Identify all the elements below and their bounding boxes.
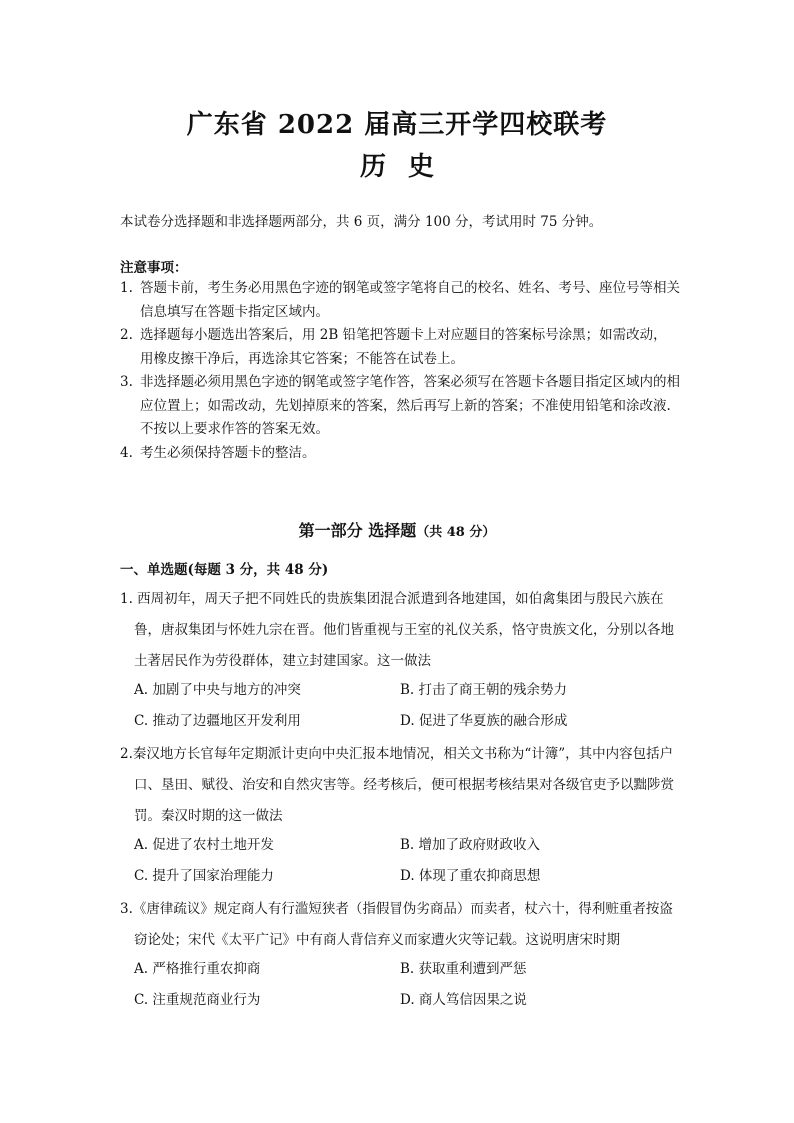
question-3 bbox=[120, 894, 680, 956]
option-c[interactable]: C. 推动了边疆地区开发利用 bbox=[134, 713, 301, 729]
note-text: 非选择题必须用黑色字迹的钢笔或签字笔作答，答案必须写在答题卡各题目指定区域内的相应位置上；如需改动，先划掉原来的答案，然后再写上新的答案；不准使用铅笔和涂改液.不按以上要求作答的答案无效。 bbox=[140, 374, 680, 437]
option-d[interactable]: D. 商人笃信因果之说 bbox=[400, 992, 527, 1008]
option-d[interactable]: D. 促进了华夏族的融合形成 bbox=[400, 713, 568, 729]
option-c[interactable]: C. 提升了国家治理能力 bbox=[134, 868, 274, 884]
note-item bbox=[120, 277, 680, 324]
question-2 bbox=[120, 739, 680, 832]
option-a[interactable]: A. 促进了农村土地开发 bbox=[134, 837, 274, 853]
intro-text: 本试卷分选择题和非选择题两部分，共 6 页，满分 100 分，考试用时 75 分钟。 bbox=[120, 214, 603, 230]
question-stem: 2.秦汉地方长官每年定期派计吏向中央汇报本地情况，相关文书称为“计簿”，其中内容包括户口、垦田、赋役、治安和自然灾害等。经考核后，便可根据考核结果对各级官吏予以黜陟赏罚。秦汉时期的这一做法 bbox=[120, 746, 674, 824]
part-heading bbox=[0, 518, 794, 541]
option-b[interactable]: B. 增加了政府财政收入 bbox=[400, 837, 541, 853]
note-item bbox=[120, 324, 680, 371]
note-number: 1. bbox=[120, 280, 133, 296]
note-text: 考生必须保持答题卡的整洁。 bbox=[140, 445, 316, 461]
option-d[interactable]: D. 体现了重农抑商思想 bbox=[400, 868, 541, 884]
notes-heading: 注意事项： bbox=[120, 260, 188, 276]
option-a[interactable]: A. 严格推行重农抑商 bbox=[134, 961, 261, 977]
option-c[interactable]: C. 注重规范商业行为 bbox=[134, 992, 261, 1008]
exam-title: 广东省 2022 届高三开学四校联考 bbox=[186, 110, 608, 140]
section-heading: 一、单选题(每题 3 分，共 48 分) bbox=[120, 562, 329, 578]
note-number: 2. bbox=[120, 327, 133, 343]
question-stem: 1. 西周初年，周天子把不同姓氏的贵族集团混合派遣到各地建国，如伯禽集团与殷民六族在鲁，唐叔集团与怀姓九宗在晋。他们皆重视与王室的礼仪关系，恪守贵族文化，分别以各地土著居民作为劳役群体，建立封建国家。这一做法 bbox=[120, 591, 674, 669]
subject-title: 历史 bbox=[359, 152, 456, 182]
question-stem: 3.《唐律疏议》规定商人有行滥短狭者（指假冒伪劣商品）而卖者，杖六十，得利赃重者按盗窃论处；宋代《太平广记》中有商人背信弃义而家遭火灾等记载。这说明唐宋时期 bbox=[120, 901, 673, 948]
question-1 bbox=[120, 584, 680, 677]
note-item bbox=[120, 442, 680, 466]
part-subtitle: （共 48 分） bbox=[416, 525, 496, 540]
part-title: 第一部分 选择题 bbox=[298, 521, 417, 540]
option-a[interactable]: A. 加剧了中央与地方的冲突 bbox=[134, 682, 301, 698]
note-item bbox=[120, 371, 680, 442]
note-text: 选择题每小题选出答案后，用 2B 铅笔把答题卡上对应题目的答案标号涂黑；如需改动，用橡皮擦干净后，再选涂其它答案；不能答在试卷上。 bbox=[140, 327, 667, 367]
option-b[interactable]: B. 打击了商王朝的残余势力 bbox=[400, 682, 568, 698]
option-b[interactable]: B. 获取重利遭到严惩 bbox=[400, 961, 527, 977]
note-number: 3. bbox=[120, 374, 133, 390]
note-number: 4. bbox=[120, 445, 133, 461]
note-text: 答题卡前，考生务必用黑色字迹的钢笔或签字笔将自己的校名、姓名、考号、座位号等相关信息填写在答题卡指定区域内。 bbox=[140, 280, 680, 320]
